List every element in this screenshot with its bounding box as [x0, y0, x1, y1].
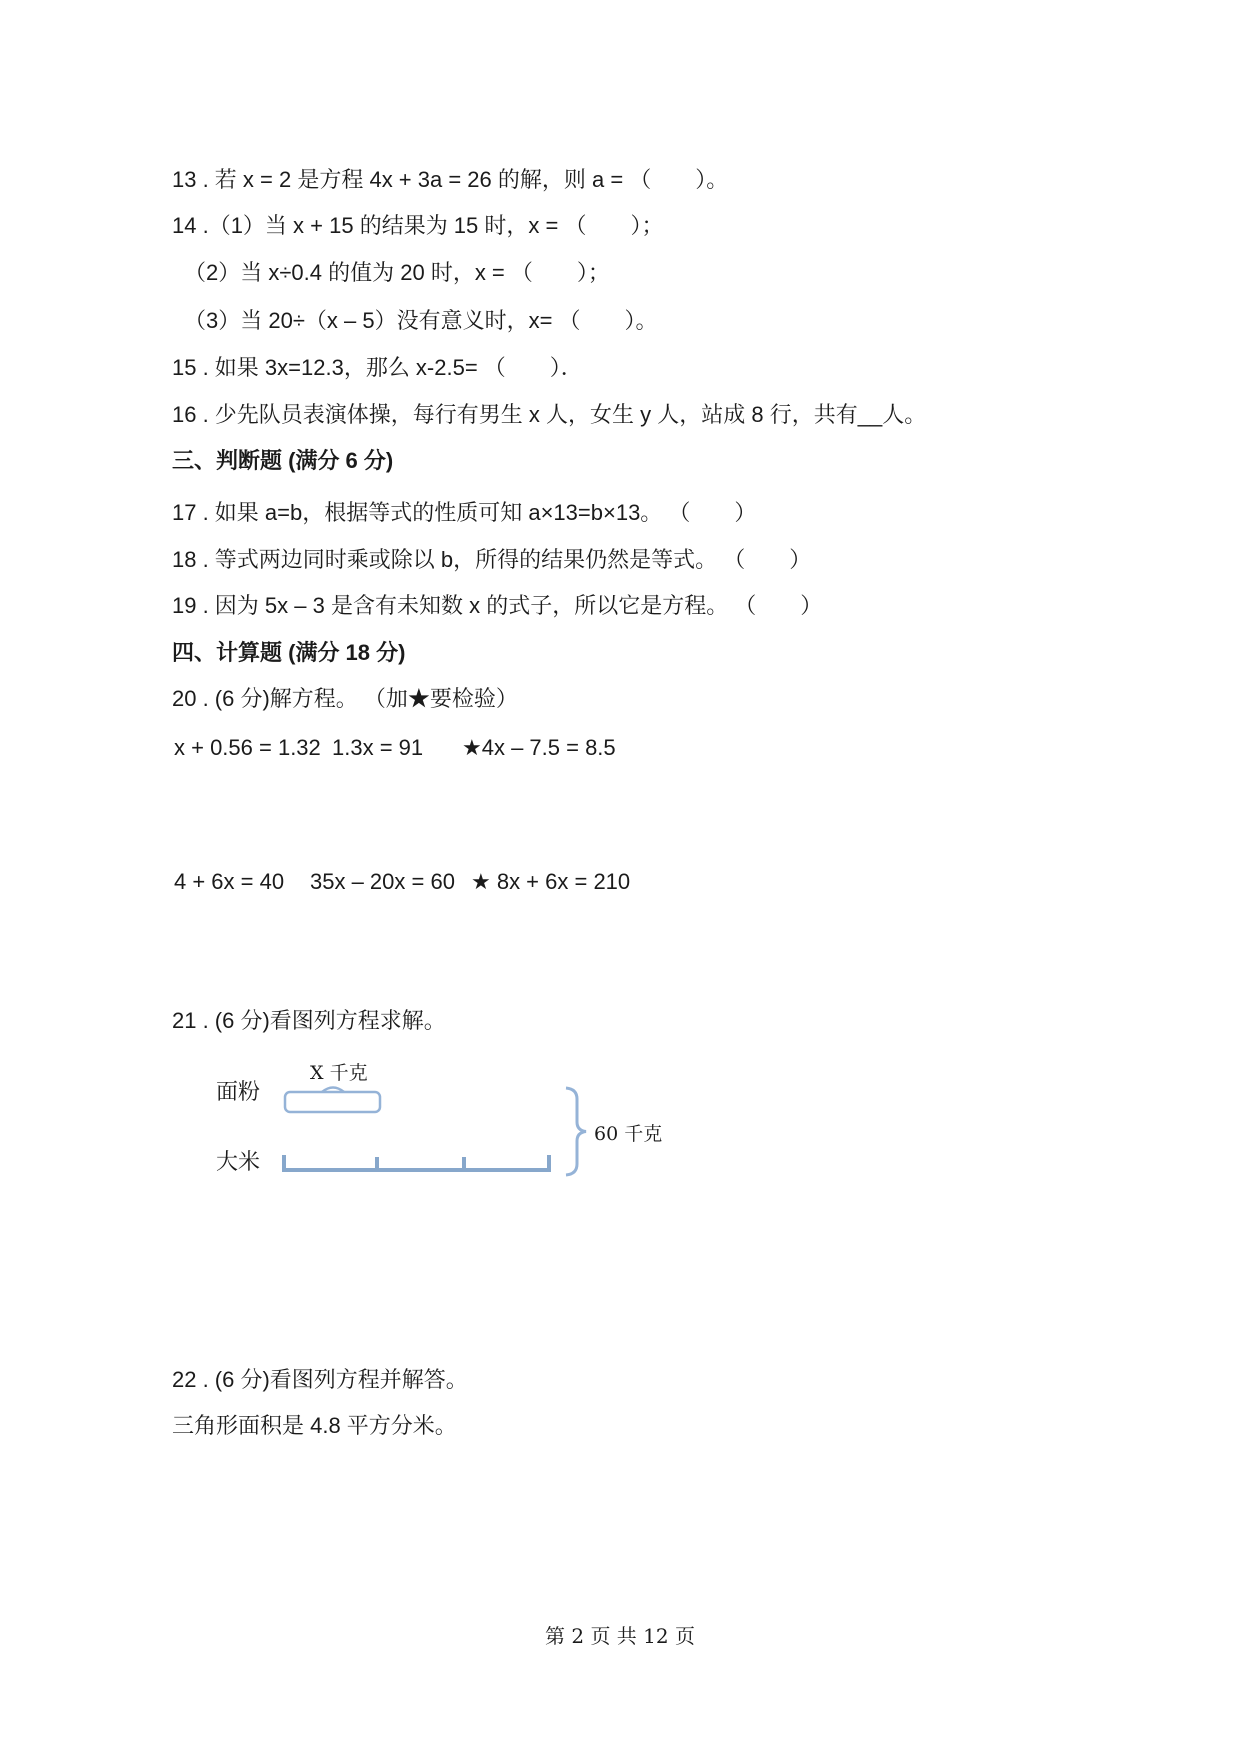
question-13: 13 . 若 x = 2 是方程 4x + 3a = 26 的解，则 a = （ ）。 — [172, 167, 729, 192]
rice-bar — [282, 1155, 551, 1172]
question-19: 19 . 因为 5x – 3 是含有未知数 x 的式子，所以它是方程。 （ ） — [172, 593, 823, 618]
question-22-note: 三角形面积是 4.8 平方分米。 — [172, 1413, 457, 1438]
flour-bar — [285, 1092, 380, 1112]
x-kg-label: X 千克 — [310, 1062, 368, 1084]
page-footer: 第 2 页 共 12 页 — [545, 1624, 695, 1648]
equation-row1-item2: 1.3x = 91 — [332, 735, 424, 760]
section-calc-heading: 四、计算题 (满分 18 分) — [172, 640, 406, 665]
equation-row1-item3: ★4x – 7.5 = 8.5 — [462, 735, 616, 760]
total-brace-icon — [566, 1088, 586, 1175]
equation-row2-item1: 4 + 6x = 40 — [174, 869, 285, 894]
question-18: 18 . 等式两边同时乘或除以 b，所得的结果仍然是等式。 （ ） — [172, 547, 812, 572]
flour-label: 面粉 — [216, 1079, 261, 1104]
question-14-part1: 14 .（1）当 x + 15 的结果为 15 时，x = （ ）； — [172, 213, 664, 238]
question-17: 17 . 如果 a=b，根据等式的性质可知 a×13=b×13。 （ ） — [172, 500, 757, 525]
total-kg-label: 60 千克 — [594, 1123, 663, 1145]
rice-label: 大米 — [216, 1149, 261, 1174]
equation-row2-item3: ★ 8x + 6x = 210 — [471, 869, 631, 894]
question-22: 22 . (6 分)看图列方程并解答。 — [172, 1367, 468, 1392]
question-14-part2: （2）当 x÷0.4 的值为 20 时，x = （ ）； — [184, 260, 610, 285]
question-15: 15 . 如果 3x=12.3，那么 x-2.5= （ ）． — [172, 355, 583, 380]
section-judge-heading: 三、判断题 (满分 6 分) — [172, 448, 394, 473]
question-21: 21 . (6 分)看图列方程求解。 — [172, 1008, 446, 1033]
equation-row2-item2: 35x – 20x = 60 — [310, 869, 455, 894]
question-20: 20 . (6 分)解方程。 （加★要检验） — [172, 686, 518, 711]
question-16: 16 . 少先队员表演体操，每行有男生 x 人，女生 y 人，站成 8 行，共有__人。 — [172, 402, 927, 427]
question-14-part3: （3）当 20÷（x – 5）没有意义时，x= （ ）。 — [184, 308, 658, 333]
equation-row1-item1: x + 0.56 = 1.32 — [174, 735, 321, 760]
bar-model-diagram — [0, 1050, 700, 1190]
